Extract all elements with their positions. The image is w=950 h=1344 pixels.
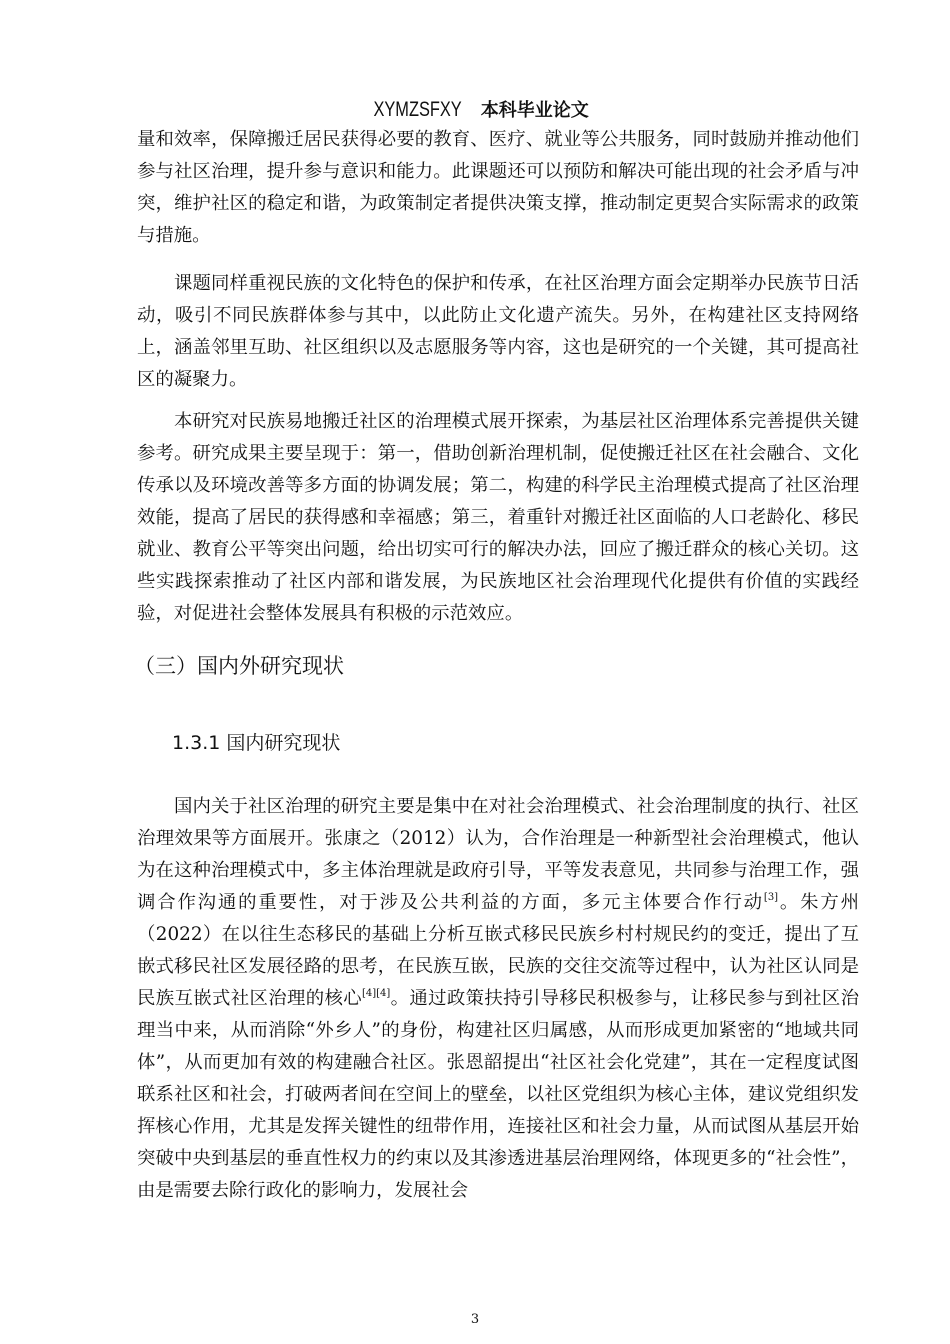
subsection-heading: 1.3.1 国内研究现状 bbox=[172, 732, 341, 754]
paragraph-2-block bbox=[137, 268, 859, 396]
paragraph: 量和效率，保障搬迁居民获得必要的教育、医疗、就业等公共服务，同时鼓励并推动他们参与社区治理，提升参与意识和能力。此课题还可以预防和解决可能出现的社会矛盾与冲突，维护社区的稳定和谐，为政策制定者提供决策支撑，推动制定更契合实际需求的政策与措施。 bbox=[137, 129, 859, 246]
paragraph-3-block bbox=[137, 406, 859, 630]
paragraph-text: 。通过政策扶持引导移民积极参与，让移民参与到社区治理当中来，从而消除“外乡人”的身份，构建社区归属感，从而形成更加紧密的“地域共同体”，从而更加有效的构建融合社区。张恩韶提出“社区社会化党建”，其在一定程度试图联系社区和社会，打破两者间在空间上的壁垒，以社区党组织为核心主体，建议党组织发挥核心作用，尤其是发挥关键性的纽带作用，连接社区和社会力量，从而试图从基层开始突破中央到基层的垂直性权力的约束以及其渗透进基层治理网络，体现更多的“社会性”，由是需要去除行政化的影响力，发展社会 bbox=[137, 988, 859, 1201]
paragraph: 本研究对民族易地搬迁社区的治理模式展开探索，为基层社区治理体系完善提供关键参考。研究成果主要呈现于：第一，借助创新治理机制，促使搬迁社区在社会融合、文化传承以及环境改善等多方面的协调发展；第二，构建的科学民主治理模式提高了社区治理效能，提高了居民的获得感和幸福感；第三，着重针对搬迁社区面临的人口老龄化、移民就业、教育公平等突出问题，给出切实可行的解决办法，回应了搬迁群众的核心关切。这些实践探索推动了社区内部和谐发展，为民族地区社会治理现代化提供有价值的实践经验，对促进社会整体发展具有积极的示范效应。 bbox=[137, 411, 859, 624]
citation-ref[interactable]: [3] bbox=[763, 892, 779, 903]
paragraph-text: 。朱方州（2022）在以往生态移民的基础上分析互嵌式移民民族乡村村规民约的变迁，提出了互嵌式移民社区发展径路的思考，在民族互嵌，民族的交往交流等过程中，认为社区认同是民族互嵌式社区治理的核心 bbox=[137, 892, 859, 1009]
page-header bbox=[0, 96, 950, 124]
paragraph-text: 国内关于社区治理的研究主要是集中在对社会治理模式、社会治理制度的执行、社区治理效果等方面展开。张康之（2012）认为，合作治理是一种新型社会治理模式，他认为在这种治理模式中，多主体治理就是政府引导，平等发表意见，共同参与治理工作，强调合作沟通的重要性，对于涉及公共利益的方面，多元主体要合作行动 bbox=[137, 796, 859, 913]
paragraph-4-block bbox=[137, 791, 859, 1207]
section-heading: （三）国内外研究现状 bbox=[134, 654, 344, 678]
citation-ref[interactable]: [4][4] bbox=[361, 988, 391, 999]
paragraph: 课题同样重视民族的文化特色的保护和传承，在社区治理方面会定期举办民族节日活动，吸引不同民族群体参与其中，以此防止文化遗产流失。另外，在构建社区支持网络上，涵盖邻里互助、社区组织以及志愿服务等内容，这也是研究的一个关键，其可提高社区的凝聚力。 bbox=[137, 273, 859, 390]
header-code: XYMZSFXY bbox=[373, 98, 462, 121]
header-title: 本科毕业论文 bbox=[480, 100, 589, 121]
page-number: 3 bbox=[470, 1312, 480, 1327]
paragraph-1-block bbox=[137, 124, 859, 252]
paragraph bbox=[137, 791, 859, 1207]
